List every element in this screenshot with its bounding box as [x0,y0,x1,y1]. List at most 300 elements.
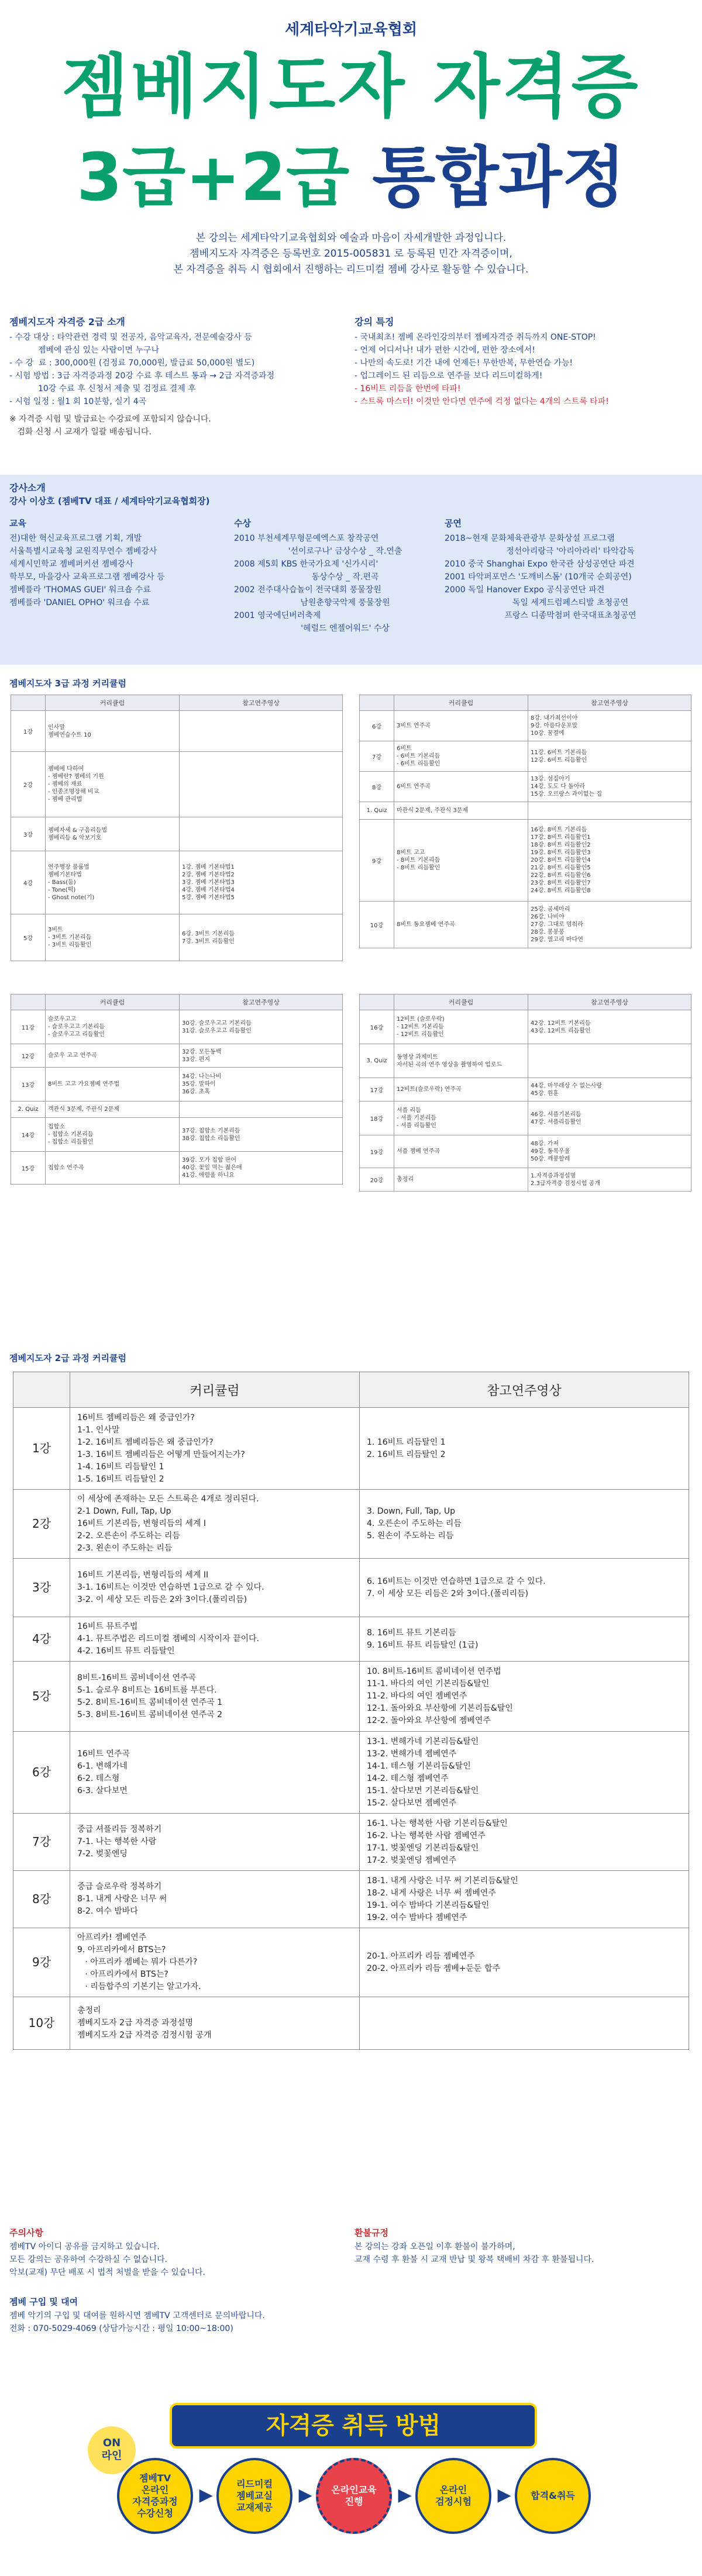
lesson-number: 4강 [13,1617,70,1662]
lesson-video: 11강. 6비트 기본리듬 12강. 6비트 리듬활인 [528,741,691,772]
lesson-content: 젬베에 다하여 - 젬베란? 젬베의 기원 - 젬베의 재료 - 인종조명장해 비교 - 젬베 관리법 [46,752,180,817]
lesson-content [70,1871,360,1928]
table-header-row [13,1372,689,1408]
table-row [13,1490,689,1559]
arrow-right-icon: ▶ [398,2485,412,2505]
video-line: 17-1. 벚꽃엔딩 기본리듬&탈인 [367,1843,479,1853]
video-line: 14-1. 테스형 기본리듬&탈인 [367,1761,471,1771]
table-row [13,1617,689,1662]
video-line: 12-2. 돌아와요 부산항에 젬베연주 [367,1716,491,1725]
lesson-content: 젬베자세 & 구음리듬법 젬베리듬 & 악보기호 [46,817,180,851]
lesson-video [360,1559,689,1617]
video-line: 20-1. 아프리카 리듬 젬베연주 [367,1951,475,1961]
header-curriculum: 커리큘럼 [70,1372,360,1408]
video-line: 12-1. 돌아와요 부산항에 기본리듬&탈인 [367,1704,513,1713]
table-row [11,1152,343,1185]
table-row [11,711,343,752]
curriculum-2-table [13,1372,689,2050]
lesson-content: 12비트 (슬로우락) - 12비트 기본리듬 - 12비트 리듬활인 [394,1010,528,1044]
arrow-right-icon: ▶ [199,2485,213,2505]
header-curriculum: 커리큘럼 [394,695,528,711]
content-line: 6-2. 테스형 [77,1773,120,1783]
perf-head: 공연 [445,518,462,529]
lesson-content: 슬로우고고 - 슬로우고고 기본리듬 - 슬로우고고 리듬활인 [46,1010,180,1044]
lesson-content: 인사말 젬베연습수트 10 [46,711,180,752]
course-intro [9,316,337,438]
lesson-video: 25강. 곰세마리 26강. 나비야 27강. 그대로 멈춰라 28강. 봉봉봉 29강. 열고리 마다연 [528,902,691,948]
table-row [13,1732,689,1814]
feature-line: - 언제 어디서나! 내가 편한 시간에, 편한 장소에서! [355,346,535,355]
table-header-row [11,995,343,1010]
instructor-section [0,475,702,665]
table-row [360,820,691,902]
lesson-content: 셔플 리듬 - 셔플 기본리듬 - 셔플 리듬활인 [394,1101,528,1135]
content-line: 1-3. 16비트 젬베리듬은 어떻게 만들어지는가? [77,1449,245,1459]
lesson-video [360,1490,689,1559]
content-line: 젬베지도자 2급 자격증 과정설명 [77,2018,194,2028]
lesson-video [360,1617,689,1662]
table-row [360,711,691,741]
curriculum-3-table-2 [359,695,691,948]
table-row [360,1010,691,1044]
video-line: 19-2. 여수 밤바다 젬베연주 [367,1912,467,1922]
lesson-number: 14강 [11,1118,46,1152]
content-line: 총정리 [77,2006,101,2015]
video-line: 11-1. 바다의 여인 기본리듬&탈인 [367,1679,490,1688]
lesson-number: 7강 [13,1814,70,1871]
lesson-video: 6강. 3비트 기본리듬 7강. 3비트 리듬활인 [180,914,343,961]
lesson-content [70,1814,360,1871]
process-step-2: 리드미컬 젬베교실 교재제공 [216,2458,292,2534]
lesson-number: 2강 [11,752,46,817]
table-row [11,1068,343,1101]
lesson-content: 칩합소 연주곡 [46,1152,180,1185]
content-line: · 리듬합주의 기본기는 알고가자. [77,1982,201,1991]
table-row [13,1871,689,1928]
feature-line: - 나만의 속도로! 기간 내에 언제든! 무한반복, 무한연습 가능! [355,358,573,368]
table-row [11,1010,343,1044]
instructor-edu [9,517,232,609]
lesson-number: 3강 [11,817,46,851]
lesson-number: 6강 [360,711,394,741]
header-curriculum: 커리큘럼 [46,695,180,711]
table-row [11,1118,343,1152]
lesson-content: 3비트 - 3비트 기본리듬 - 3비트 리듬활인 [46,914,180,961]
lesson-content: 마관식 2문제, 주관식 3문제 [394,802,528,820]
process-step-5: 합격&취득 [515,2458,591,2534]
lesson-content: 8비트 동요젬베 연주곡 [394,902,528,948]
lesson-video: 39강. 오가 칩합 판어 40강. 꽃잎 먹는 젊은애 41강. 애렴울 하니요 [180,1152,343,1185]
table-header-row [360,995,691,1010]
header-video: 참고연주영상 [180,695,343,711]
lesson-number: 18강 [360,1101,394,1135]
lesson-number: 1. Quiz [360,802,394,820]
lesson-content [70,1732,360,1814]
lesson-number: 15강 [11,1152,46,1185]
lesson-number: 1강 [13,1408,70,1490]
lesson-video [360,1928,689,1997]
header-curriculum: 커리큘럼 [394,995,528,1010]
curriculum-3-title: 젬베지도자 3급 과정 커리큘럼 [9,678,126,689]
header-video: 참고연주영상 [528,695,691,711]
process-step-1: 젬베TV 온라인 자격증과정 수강신청 [117,2458,193,2534]
lesson-video: 30강. 슬로우고고 기본리듬 31강. 슬로우고고 리듬활인 [180,1010,343,1044]
purchase-section [9,2295,536,2335]
perf-item: 2018~현재 문화체육관광부 문화상설 프로그램 [445,534,615,543]
content-line: 3-2. 이 세상 모든 리듬은 2와 3이다.(폴리리듬) [77,1595,247,1604]
table-row [360,1168,691,1192]
curriculum-3-table-4 [359,994,691,1192]
award-item: '헤럴드 엔젤어워드' 수상 [301,624,390,633]
lesson-content: 동영상 과제미트 자서된 곡의 연주 영상을 촬영하여 업로드 [394,1044,528,1078]
header-lesson [11,695,46,711]
lesson-number: 9강 [360,820,394,902]
lesson-video: 44강. 마무래상 수 없는사랑 45강. 원훈 [528,1078,691,1101]
course-features [355,316,694,408]
lesson-content: 6비트 - 6비트 기본리듬 - 6비트 리듬활인 [394,741,528,772]
award-item: 2001 영국에딘버러축제 [234,611,321,620]
features-title: 강의 특징 [355,316,394,327]
refund-title: 환불규정 [355,2228,388,2238]
video-line: 8. 16비트 뮤트 기본리듬 [367,1628,456,1638]
intro-text [0,230,702,278]
feature-line: - 업그레이드 된 리듬으로 연주를 보다 리드미컬하게! [355,371,543,381]
table-row [13,1408,689,1490]
table-row [360,772,691,802]
header-lesson [11,995,46,1010]
lesson-content [70,1662,360,1732]
content-line: 9. 아프리카에서 BTS는? [77,1945,166,1955]
perf-item: 정선아리랑극 '아리아라리' 타악감독 [506,547,635,556]
process-step-3: 온라인교육 진행 [316,2458,392,2534]
award-item: 남원춘향국악제 풍물장원 [300,598,390,607]
content-line: 중급 슬로우락 정복하기 [77,1882,162,1891]
award-item: 2002 전주대사습놀이 전국대회 풍물장원 [234,585,381,595]
lesson-number: 13강 [11,1068,46,1101]
course-intro-title: 젬베지도자 자격증 2급 소개 [9,316,125,327]
org-name: 세계타악기교육협회 [284,21,418,39]
content-line: 1-2. 16비트 젬베리듬은 왜 중급인가? [77,1437,214,1447]
course-intro-line: - 수 강 료 : 300,000원 (검정료 70,000원, 발급료 50,000원 별도) [9,358,255,368]
table-row [11,851,343,914]
perf-item: 2000 독일 Hanover Expo 공식공연단 파견 [445,585,605,595]
video-line: 13-1. 변해가네 기본리듬&탈인 [367,1736,479,1746]
lesson-content [70,1617,360,1662]
video-line: 16-1. 나는 행복한 사람 기본리듬&탈인 [367,1818,508,1828]
notice-line: 젬베TV 아이디 공유를 금지하고 있습니다. [9,2242,160,2252]
lesson-video [180,1101,343,1118]
lesson-video: 42강. 12비트 기본리듬 43강. 12비트 리듬활인 [528,1010,691,1044]
table-row [13,1559,689,1617]
edu-item: 전)대한 혁신교육프로그램 기획, 개발 [9,534,142,543]
video-line: 5. 왼손이 주도하는 리듬 [367,1531,454,1541]
course-intro-line: - 시험 방법 : 3급 자격증과정 20강 수료 후 테스트 통과 → 2급 자격증과정 [9,371,275,381]
video-line: 6. 16비트는 이것만 연습하면 1급으로 갈 수 있다. [367,1576,546,1586]
table-row [360,802,691,820]
lesson-content: 칩합소 - 칩합소 기본리듬 - 칩합소 리듬활인 [46,1118,180,1152]
header-lesson [360,695,394,711]
award-head: 수상 [234,518,251,529]
lesson-number: 16강 [360,1010,394,1044]
lesson-number: 6강 [13,1732,70,1814]
edu-item: 서울특별시교육청 교원직무연수 젬베강사 [9,547,157,556]
lesson-number: 17강 [360,1078,394,1101]
perf-item: 2001 타악퍼포먼스 '도깨비스톰' (10개국 순회공연) [445,572,632,582]
process-banner [170,2403,537,2449]
intro-line: 본 자격증을 취득 시 협회에서 진행하는 리드미컬 젬베 강사로 활동할 수 있습니다. [173,264,529,275]
table-row [13,1997,689,2050]
curriculum-3-table-1 [11,695,343,961]
video-line: 3. Down, Full, Tap, Up [367,1507,455,1516]
instructor-perf [445,517,696,622]
lesson-video: 37강. 칩합소 기본리듬 38강. 칩합소 리듬활인 [180,1118,343,1152]
process-steps [117,2458,585,2546]
video-line: 1. 16비트 리듬탈인 1 [367,1437,446,1447]
page-subtitle [0,138,702,217]
table-row [360,1078,691,1101]
lesson-number: 1강 [11,711,46,752]
table-row [13,1928,689,1997]
instructor-award [234,517,456,635]
content-line: 4-1. 뮤트주법은 리드미컬 젬베의 시작이자 끝이다. [77,1634,259,1643]
lesson-video [180,752,343,817]
perf-item: 2010 중국 Shanghai Expo 한국관 삼성공연단 파견 [445,560,635,569]
lesson-number: 7강 [360,741,394,772]
notice-line: 악보(교재) 무단 배포 시 법적 처벌을 받을 수 있습니다. [9,2268,205,2277]
video-line: 18-2. 내게 사랑은 너무 써 젬베연주 [367,1888,496,1898]
video-line: 10. 8비트-16비트 콤비네이션 연주법 [367,1667,501,1676]
header-lesson [360,995,394,1010]
content-line: 6-1. 변해가네 [77,1761,128,1771]
award-item: 2010 부천세계무형문예엑스포 창작공연 [234,534,379,543]
lesson-video: 13강. 섬집아기 14강. 도도 다 돌아라 15강. 오르랑스 과이없는 집 [528,772,691,802]
content-line: 1-1. 인사말 [77,1425,120,1435]
edu-item: 학부모, 마을강사 교육프로그램 젬베강사 등 [9,572,165,582]
lesson-video [180,711,343,752]
header-video: 참고연주영상 [528,995,691,1010]
lesson-video [360,1662,689,1732]
content-line: 8비트-16비트 콤비네이션 연주곡 [77,1673,196,1683]
video-line: 13-2. 변해가네 젬베연주 [367,1749,457,1759]
table-row [11,752,343,817]
process-step-4: 온라인 검정시험 [415,2458,491,2534]
lesson-number: 8강 [13,1871,70,1928]
lesson-content [70,1997,360,2050]
lesson-number: 20강 [360,1168,394,1192]
table-row [360,741,691,772]
lesson-number: 4강 [11,851,46,914]
feature-line: - 국내최초! 젬베 온라인강의부터 젬베자격증 취득까지 ONE-STOP! [355,333,596,342]
lesson-number: 9강 [13,1928,70,1997]
lesson-video: 32강. 모든동백 33강. 편지 [180,1044,343,1068]
content-line: 4-2. 16비트 뮤트 리듬탈인 [77,1646,175,1656]
lesson-number: 2강 [13,1490,70,1559]
content-line: 5-1. 슬로우 8비트는 16비트를 부른다. [77,1685,217,1695]
table-row [11,1044,343,1068]
subtitle-highlight: 3급+2급 [77,140,350,216]
lesson-content: 셔플 젬베 연주곡 [394,1135,528,1168]
table-row [13,1814,689,1871]
lesson-content: 총정리 [394,1168,528,1192]
purchase-line: 젬베 악기의 구입 및 대여를 원하시면 젬베TV 고객센터로 문의바랍니다. [9,2311,265,2321]
course-intro-line: - 시험 일정 : 월1 회 10분항, 실기 4곡 [9,397,147,406]
content-line: 5-2. 8비트-16비트 콤비네이션 연주곡 1 [77,1697,223,1707]
lesson-number: 5강 [11,914,46,961]
online-badge: ON 라인 [88,2426,136,2474]
table-row [360,1101,691,1135]
instructor-name: 강사 이상호 (젬베TV 대표 / 세계타악기교육협회장) [9,496,210,506]
lesson-content: 연주행장 볼륨법 젬베기본타법 - Bass(둠) - Tone(떡) - Ghost note(기) [46,851,180,914]
content-line: 16비트 뮤트주법 [77,1622,138,1631]
lesson-content: 12비트(슬로우락) 연주곡 [394,1078,528,1101]
refund-section [355,2226,694,2266]
lesson-content: 객관식 3문제, 주관식 2문제 [46,1101,180,1118]
content-line: 2-1 Down, Full, Tap, Up [77,1507,171,1516]
edu-item: 젬베플라 'THOMAS GUEI' 워크숍 수료 [9,585,151,595]
lesson-number: 10강 [360,902,394,948]
content-line: 16비트 연주곡 [77,1749,130,1759]
lesson-video [360,1997,689,2050]
content-line: 8-1. 내게 사랑은 너무 써 [77,1894,167,1904]
lesson-number: 3강 [13,1559,70,1617]
subtitle-rest: 통합과정 [349,140,625,216]
lesson-number: 11강 [11,1010,46,1044]
lesson-content: 3비트 연주곡 [394,711,528,741]
course-intro-line: - 수강 대상 : 타악관련 경력 및 전공자, 음악교육자, 전문예술강사 등 [9,333,252,342]
notice-section [9,2226,337,2279]
course-intro-line: 10강 수료 후 신청서 제출 및 검정료 결제 후 [9,384,196,393]
lesson-video: 8강. 내가최선이야 9강. 아름다운포말 10강. 꿈결에 [528,711,691,741]
purchase-line: 전화 : 070-5029-4069 (상담가능시간 : 평일 10:00~18:00) [9,2324,233,2333]
content-line: 2-3. 왼손이 주도하는 리듬 [77,1543,173,1553]
table-header-row [360,695,691,711]
lesson-number: 12강 [11,1044,46,1068]
award-item: '선이로구나' 금상수상 _ 작.연출 [288,547,402,556]
lesson-number: 10강 [13,1997,70,2050]
content-line: 5-3. 8비트-16비트 콤비네이션 연주곡 2 [77,1710,223,1719]
lesson-video [360,1408,689,1490]
table-row [360,902,691,948]
lesson-number: 8강 [360,772,394,802]
content-line: 1-5. 16비트 리듬탈인 2 [77,1474,164,1484]
table-row [11,1101,343,1118]
content-line: 중급 셔플리듬 정복하기 [77,1825,162,1834]
header-video: 참고연주영상 [360,1372,689,1408]
header-curriculum: 커리큘럼 [46,995,180,1010]
curriculum-2-title: 젬베지도자 2급 과정 커리큘럼 [9,1353,126,1363]
award-item: 동상수상 _ 작.편곡 [311,572,379,582]
video-line: 14-2. 테스형 젬베연주 [367,1773,449,1783]
content-line: 16비트 기본리듬, 변형리듬의 세계 II [77,1570,209,1580]
refund-line: 본 강의는 강좌 오픈일 이후 환불이 불가하며, [355,2242,515,2252]
perf-item: 프랑스 디종막첨퍼 한국대표초청공연 [504,611,636,620]
intro-line: 젬베지도자 자격증은 등록번호 2015-005831 로 등록된 민간 자격증이며, [190,248,512,260]
course-intro-note: ※ 자격증 시험 및 발급료는 수강료에 포함되지 않습니다. [9,415,211,424]
arrow-right-icon: ▶ [497,2485,511,2505]
video-line: 7. 이 세상 모든 리듬은 2와 3이다.(폴리리듬) [367,1589,529,1598]
table-row [360,1135,691,1168]
video-line: 2. 16비트 리듬탈인 2 [367,1449,446,1459]
lesson-video [360,1732,689,1814]
lesson-content: 8비트 고고 - 8비트 기본리듬 - 8비트 리듬활인 [394,820,528,902]
lesson-video [528,1044,691,1078]
video-line: 15-2. 살다보면 젬베연주 [367,1798,457,1808]
table-row [13,1662,689,1732]
curriculum-3-table-3 [11,994,343,1185]
lesson-number: 3. Quiz [360,1044,394,1078]
content-line: · 아프리카 젬베는 뭐가 다른가? [77,1957,198,1967]
lesson-content [70,1559,360,1617]
notice-line: 모든 강의는 공유하여 수강하실 수 없습니다. [9,2255,168,2264]
arrow-right-icon: ▶ [298,2485,312,2505]
content-line: 8-2. 여수 밤바다 [77,1907,138,1916]
edu-item: 세계시민학교 젬베퍼커션 젬베강사 [9,560,133,569]
feature-line: - 16비트 리듬을 한번에 타파! [355,384,461,393]
content-line: 2-2. 오른손이 주도하는 리듬 [77,1531,180,1541]
instructor-title: 강사소개 [9,482,46,493]
edu-head: 교육 [9,518,26,529]
process-banner-label: 자격증 취득 방법 [266,2412,441,2439]
lesson-video: 34강. 나는나비 35강. 말하이 36강. 초혹 [180,1068,343,1101]
refund-line: 교재 수령 후 환불 시 교재 반납 및 왕복 택배비 차감 후 환불됩니다. [355,2255,594,2264]
content-line: 3-1. 16비트는 이것만 연습하면 1급으로 갈 수 있다. [77,1583,264,1592]
purchase-title: 젬베 구입 및 대여 [9,2297,78,2307]
content-line: 16비트 젬베리듬은 왜 중급인가? [77,1413,195,1422]
header-video: 참고연주영상 [180,995,343,1010]
lesson-content: 8비트 고고 가요젬베 연주법 [46,1068,180,1101]
table-header-row [11,695,343,711]
content-line: 7-1. 나는 행복한 사람 [77,1837,157,1846]
video-line: 16-2. 나는 행복한 사람 젬베연주 [367,1831,486,1841]
video-line: 17-2. 벚꽃엔딩 젬베연주 [367,1855,457,1865]
content-line: 이 세상에 존재하는 모든 스트록은 4개로 정리된다. [77,1494,259,1504]
lesson-content: 6비트 연주곡 [394,772,528,802]
content-line: 7-2. 벚꽃엔딩 [77,1849,128,1859]
lesson-number: 19강 [360,1135,394,1168]
table-row [11,817,343,851]
lesson-video [528,802,691,820]
lesson-video [180,817,343,851]
lesson-video: 48강. 가져 49강. 동목우울 50강. 깨봉할레 [528,1135,691,1168]
video-line: 15-1. 살다보면 기본리듬&탈인 [367,1786,479,1795]
lesson-number: 2. Quiz [11,1101,46,1118]
video-line: 4. 오른손이 주도하는 리듬 [367,1519,462,1528]
content-line: 6-3. 살다보면 [77,1786,128,1795]
page-title: 젬베지도자 자격증 [61,46,641,127]
video-line: 20-2. 아프리카 리듬 젬베+둔둔 합주 [367,1963,501,1973]
lesson-video: 1.자격증과정설명 2.3급자격증 검정시험 공개 [528,1168,691,1192]
feature-line: - 스트록 마스터! 이것만 안다면 연주에 걱정 없다는 4개의 스트록 타파! [355,397,609,406]
lesson-number: 5강 [13,1662,70,1732]
video-line: 9. 16비트 뮤트 리듬탈인 (1급) [367,1640,479,1650]
notice-title: 주의사항 [9,2228,43,2238]
video-line: 19-1. 여수 밤바다 기본리듬&탈인 [367,1900,490,1910]
table-row [11,914,343,961]
content-line: 1-4. 16비트 리듬탈인 1 [77,1462,164,1472]
content-line: 16비트 기본리듬, 변형리듬의 세계 I [77,1519,207,1528]
course-intro-line: 젬베에 관심 있는 사람이면 누구나 [9,346,160,355]
perf-item: 독일 세계드럼페스티발 초청공연 [512,598,629,607]
content-line: · 아프리카에서 BTS는? [77,1970,168,1979]
lesson-content [70,1928,360,1997]
content-line: 젬베지도자 2급 자격증 검정시험 공개 [77,2031,212,2040]
lesson-content [70,1490,360,1559]
lesson-video: 46강. 셔플기본리듬 47강. 셔플리듬활인 [528,1101,691,1135]
lesson-video [360,1871,689,1928]
lesson-video [360,1814,689,1871]
lesson-video: 1강. 젬베 기본타법1 2강. 젬베 기본타법2 3강. 젬베 기본타법3 4강. 젬베 기본타법4 5강. 젬베 기본타법5 [180,851,343,914]
content-line: 아프리카! 젬베연주 [77,1933,147,1942]
